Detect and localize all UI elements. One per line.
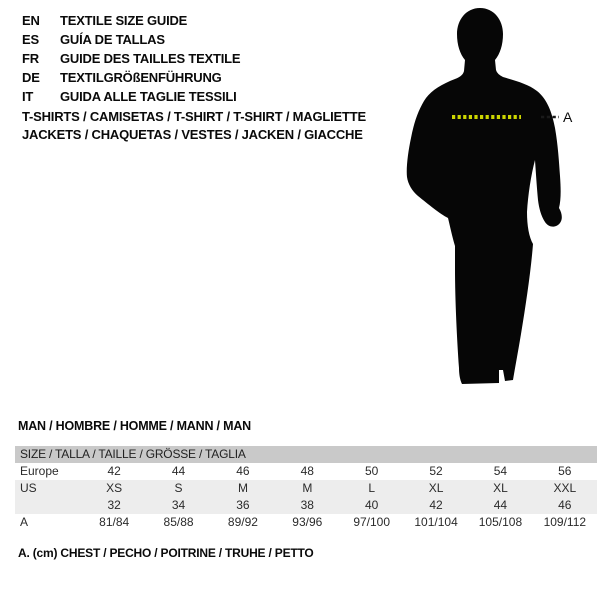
- size-cell: 38: [300, 498, 314, 512]
- size-cell: 50: [365, 464, 379, 478]
- size-cell: 89/92: [227, 515, 258, 529]
- size-cell: 42: [429, 498, 443, 512]
- size-cell: M: [302, 481, 313, 495]
- language-code: DE: [22, 70, 40, 85]
- size-cell: 44: [171, 464, 186, 478]
- size-cell: 34: [171, 498, 186, 512]
- garment-types: [22, 108, 366, 144]
- size-cell: 97/100: [353, 515, 391, 529]
- garment-line-jackets: JACKETS / CHAQUETAS / VESTES / JACKEN / GIACCHE: [22, 127, 363, 142]
- size-cell: 54: [493, 464, 508, 478]
- size-cell: 32: [107, 498, 121, 512]
- language-row-it: [22, 87, 240, 106]
- size-cell: S: [174, 481, 183, 495]
- language-code: ES: [22, 32, 39, 47]
- language-title: GUIDE DES TAILLES TEXTILE: [60, 51, 241, 66]
- size-cell: 40: [365, 498, 379, 512]
- language-code: IT: [22, 89, 34, 104]
- language-row-de: [22, 68, 240, 87]
- table-header: SIZE / TALLA / TAILLE / GRÖSSE / TAGLIA: [15, 446, 597, 463]
- table-row-us-numeric: [15, 497, 597, 514]
- size-cell: L: [368, 481, 376, 495]
- row-label: Europe: [20, 464, 59, 478]
- size-cell: 85/88: [163, 515, 194, 529]
- row-label: US: [20, 481, 37, 495]
- footnote-chest: A. (cm) CHEST / PECHO / POITRINE / TRUHE / PETTO: [18, 546, 314, 560]
- language-title: GUIDA ALLE TAGLIE TESSILI: [60, 89, 237, 104]
- row-label: [15, 497, 82, 514]
- measure-label-a: A: [563, 109, 573, 125]
- size-cell: 105/108: [478, 515, 523, 529]
- man-silhouette: [407, 8, 562, 384]
- language-code: EN: [22, 13, 40, 28]
- language-title: TEXTILE SIZE GUIDE: [60, 13, 188, 28]
- table-row-chest-a: [15, 514, 597, 531]
- language-code: FR: [22, 51, 39, 66]
- language-row-en: [22, 11, 240, 30]
- language-title: GUÍA DE TALLAS: [60, 32, 165, 47]
- size-cell: 46: [236, 464, 250, 478]
- language-row-fr: [22, 49, 240, 68]
- man-silhouette-figure: [400, 0, 600, 420]
- size-cell: 93/96: [292, 515, 323, 529]
- size-table: [15, 446, 597, 531]
- section-title: MAN / HOMBRE / HOMME / MANN / MAN: [18, 419, 251, 433]
- size-cell: 81/84: [99, 515, 130, 529]
- row-label: A: [20, 515, 29, 529]
- size-cell: 56: [558, 464, 572, 478]
- size-cell: 44: [493, 498, 508, 512]
- size-cell: XL: [493, 481, 508, 495]
- size-cell: 52: [429, 464, 443, 478]
- size-cell: 109/112: [543, 515, 587, 529]
- size-cell: 36: [236, 498, 250, 512]
- size-cell: 48: [300, 464, 314, 478]
- size-cell: 101/104: [414, 515, 458, 529]
- table-row-europe: [15, 463, 597, 480]
- size-cell: XXL: [553, 481, 577, 495]
- size-cell: 46: [558, 498, 572, 512]
- size-cell: XS: [106, 481, 123, 495]
- size-cell: XL: [428, 481, 444, 495]
- language-list: [22, 11, 240, 106]
- size-cell: 42: [107, 464, 121, 478]
- garment-line-tshirts: T-SHIRTS / CAMISETAS / T-SHIRT / T-SHIRT / MAGLIETTE: [22, 109, 366, 124]
- language-title: TEXTILGRÖßENFÜHRUNG: [60, 70, 222, 85]
- language-row-es: [22, 30, 240, 49]
- size-cell: M: [237, 481, 248, 495]
- table-row-us-letter: [15, 480, 597, 497]
